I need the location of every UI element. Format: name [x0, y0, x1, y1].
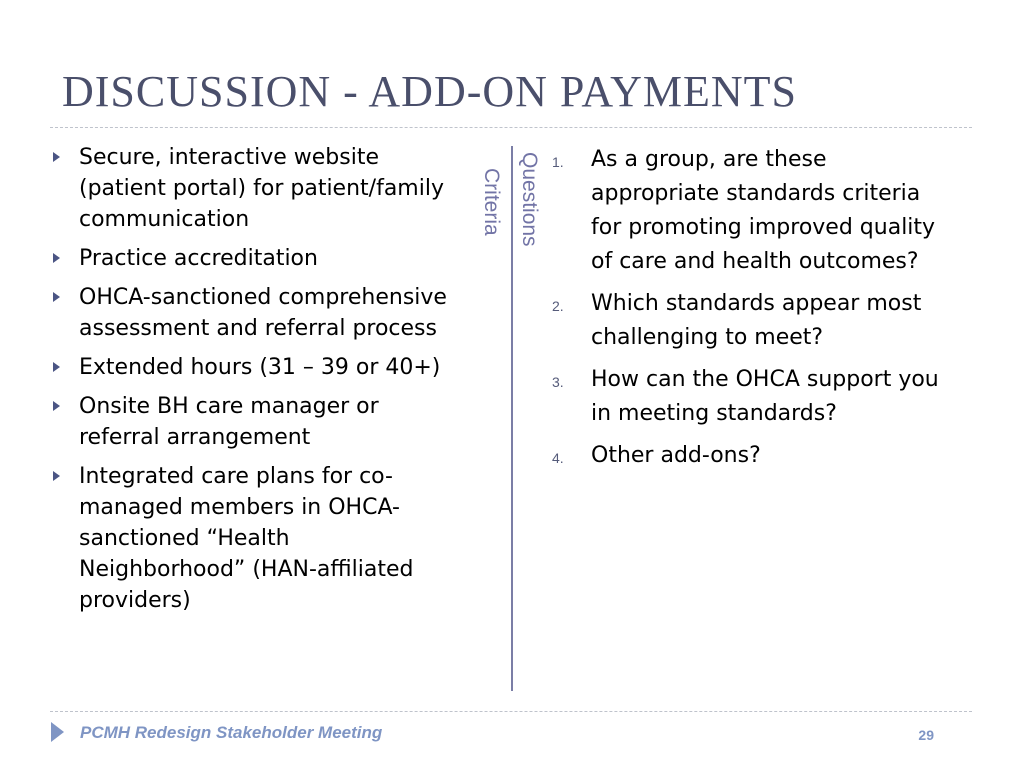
criteria-item-text: Secure, interactive website (patient portal) for patient/family communication — [79, 145, 444, 232]
criteria-label: Criteria — [480, 168, 503, 236]
footer-text: PCMH Redesign Stakeholder Meeting — [80, 723, 383, 742]
question-item — [552, 439, 957, 473]
criteria-item — [48, 142, 458, 235]
criteria-item-text: Extended hours (31 – 39 or 40+) — [79, 355, 441, 380]
question-text: Which standards appear most challenging to meet? — [591, 291, 922, 350]
question-number: 1. — [552, 154, 564, 170]
criteria-item-text: Practice accreditation — [79, 246, 318, 271]
criteria-item — [48, 391, 458, 453]
slide-title: DISCUSSION - ADD-ON PAYMENTS — [62, 67, 797, 116]
title-divider — [50, 127, 972, 128]
criteria-list — [48, 142, 458, 624]
question-number: 4. — [552, 450, 564, 466]
question-number: 3. — [552, 374, 564, 390]
question-text: Other add-ons? — [591, 443, 761, 468]
question-text: As a group, are these appropriate standards criteria for promoting improved quality of care and health outcomes? — [591, 147, 936, 274]
column-divider — [511, 146, 513, 691]
criteria-item — [48, 461, 458, 616]
criteria-item-text: Onsite BH care manager or referral arrangement — [79, 394, 379, 450]
questions-list — [552, 143, 957, 481]
criteria-item — [48, 282, 458, 344]
question-number: 2. — [552, 298, 564, 314]
criteria-item — [48, 243, 458, 274]
criteria-item — [48, 352, 458, 383]
criteria-item-text: Integrated care plans for co-managed members in OHCA-sanctioned “Health Neighborhood” (HAN-affiliated providers) — [79, 464, 414, 613]
criteria-item-text: OHCA-sanctioned comprehensive assessment and referral process — [79, 285, 447, 341]
questions-label: Questions — [518, 152, 541, 247]
triangle-bullet-icon — [53, 292, 60, 302]
triangle-bullet-icon — [53, 471, 60, 481]
footer-divider — [50, 711, 972, 712]
question-item — [552, 363, 957, 431]
triangle-bullet-icon — [53, 362, 60, 372]
triangle-bullet-icon — [53, 401, 60, 411]
triangle-bullet-icon — [53, 152, 60, 162]
triangle-bullet-icon — [53, 253, 60, 263]
triangle-arrow-icon — [51, 722, 64, 742]
question-text: How can the OHCA support you in meeting standards? — [591, 367, 939, 426]
question-item — [552, 287, 957, 355]
question-item — [552, 143, 957, 279]
page-number: 29 — [918, 727, 934, 743]
